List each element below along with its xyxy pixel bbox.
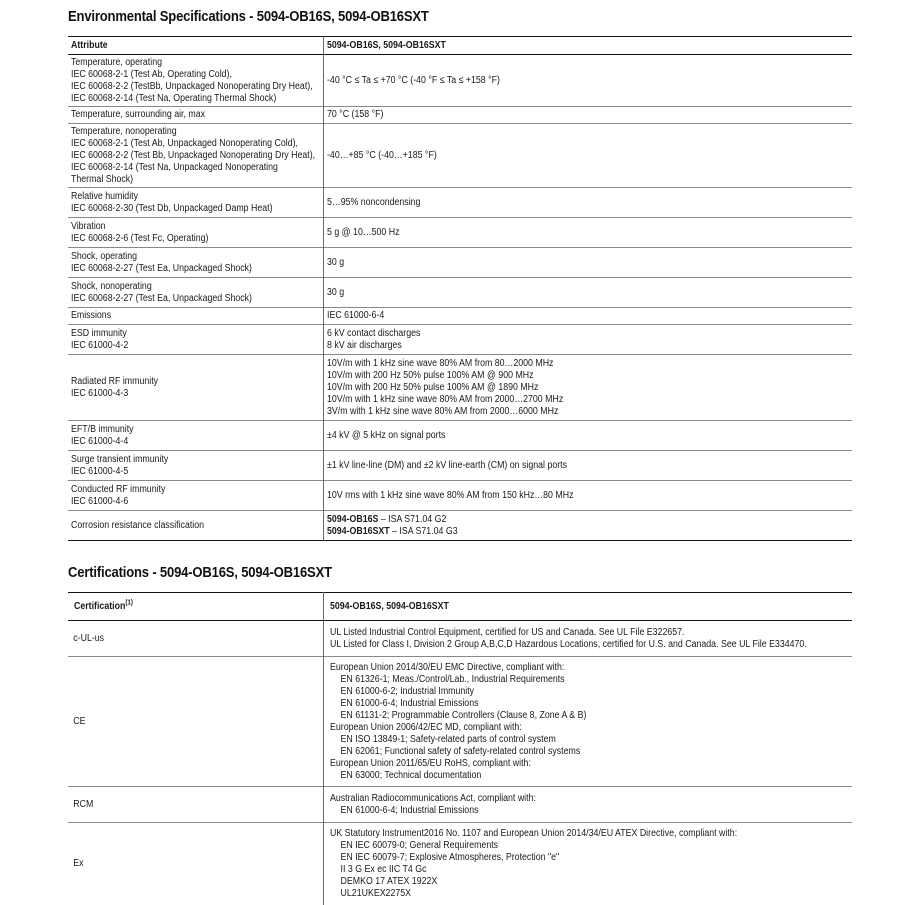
attribute-line: IEC 60068-2-27 (Test Ea, Unpackaged Shock) (71, 262, 252, 274)
classification-text: – ISA S71.04 G3 (389, 525, 458, 537)
value-cell (323, 55, 852, 107)
certification-detail-cell (323, 787, 852, 823)
attribute-cell (68, 325, 323, 355)
attribute-line: Relative humidity (71, 190, 139, 202)
table-row (68, 787, 852, 823)
certification-line: UL Listed for Class I, Division 2 Group A,B,C,D Hazardous Locations, certified for U.S. and Canada. See UL File E334470. (329, 638, 807, 650)
model-name: 5094-OB16S (326, 513, 378, 525)
value-line (327, 526, 787, 538)
attribute-line: IEC 60068-2-2 (Test Bb, Unpackaged Nonoperating Dry Heat), (71, 149, 316, 161)
attribute-line: Conducted RF immunity (71, 483, 166, 495)
value-line: 5 g @ 10…500 Hz (326, 226, 400, 238)
certification-name-cell: c-UL-us (68, 621, 292, 657)
attribute-line: IEC 60068-2-6 (Test Fc, Operating) (71, 232, 209, 244)
table-row (68, 278, 852, 308)
attribute-line: Temperature, operating (71, 56, 162, 68)
attribute-line: IEC 61000-4-4 (71, 435, 129, 447)
attribute-line: IEC 60068-2-2 (TestBb, Unpackaged Nonoperating Dry Heat), (71, 80, 313, 92)
attribute-line: EFT/B immunity (71, 423, 134, 435)
value-cell (323, 248, 852, 278)
certification-line: European Union 2014/30/EU EMC Directive, compliant with: (329, 661, 564, 673)
table-row (68, 218, 852, 248)
table-row (68, 823, 852, 905)
attribute-cell (68, 308, 323, 325)
attribute-line: Surge transient immunity (71, 453, 169, 465)
table-row (68, 188, 852, 218)
table-row (68, 355, 852, 421)
table-row (68, 325, 852, 355)
model-name: 5094-OB16SXT (326, 525, 390, 537)
certification-line: EN ISO 13849-1; Safety-related parts of control system (340, 733, 556, 745)
certification-name-cell: Ex (68, 823, 292, 905)
footnote-marker: (1) (125, 599, 133, 607)
certification-line: II 3 G Ex ec IIC T4 Gc (340, 863, 426, 875)
table-row (68, 421, 852, 451)
certification-line: DEMKO 17 ATEX 1922X (340, 875, 437, 887)
value-cell (323, 218, 852, 248)
attribute-line: Vibration (71, 220, 106, 232)
attribute-cell (68, 55, 323, 107)
table-row (68, 621, 852, 657)
table-row (68, 451, 852, 481)
table-row (68, 511, 852, 541)
attribute-line: IEC 60068-2-1 (Test Ab, Operating Cold), (71, 68, 232, 80)
value-cell (323, 124, 852, 188)
value-line: 30 g (326, 286, 344, 298)
certification-name-cell: RCM (68, 787, 292, 823)
value-line: 5…95% noncondensing (326, 196, 420, 208)
certification-line: EN 61000-6-4; Industrial Emissions (340, 804, 478, 816)
table-row (68, 124, 852, 188)
attribute-cell (68, 451, 323, 481)
attribute-line: Temperature, surrounding air, max (71, 109, 206, 120)
classification-text: – ISA S71.04 G2 (377, 513, 446, 525)
value-cell (323, 481, 852, 511)
certification-line: EN 63000; Technical documentation (340, 769, 481, 781)
value-line: 30 g (326, 256, 344, 268)
attribute-line: IEC 60068-2-14 (Test Na, Operating Thermal Shock) (71, 92, 277, 104)
attribute-cell (68, 124, 323, 188)
table-row (68, 308, 852, 325)
certification-line: EN 61131-2; Programmable Controllers (Clause 8, Zone A & B) (340, 709, 586, 721)
certification-line: EN 61326-1; Meas./Control/Lab., Industrial Requirements (340, 673, 565, 685)
column-header-models: 5094-OB16S, 5094-OB16SXT (323, 37, 852, 55)
attribute-line: IEC 60068-2-30 (Test Db, Unpackaged Damp Heat) (71, 202, 273, 214)
value-cell (323, 355, 852, 421)
certification-line: European Union 2011/65/EU RoHS, compliant with: (329, 757, 531, 769)
certification-line: EN IEC 60079-0; General Requirements (340, 839, 498, 851)
attribute-line: IEC 60068-2-1 (Test Ab, Unpackaged Nonoperating Cold), (71, 137, 298, 149)
value-cell (323, 107, 852, 124)
value-line (327, 514, 787, 526)
attribute-cell (68, 188, 323, 218)
certification-detail-cell (323, 657, 852, 787)
table-row (68, 481, 852, 511)
certification-line: EN 62061; Functional safety of safety-related control systems (340, 745, 580, 757)
certification-line: EN 61000-6-4; Industrial Emissions (340, 697, 478, 709)
certification-line: UL Listed Industrial Control Equipment, certified for US and Canada. See UL File E322657. (329, 626, 684, 638)
attribute-cell (68, 248, 323, 278)
value-cell (323, 325, 852, 355)
column-header-certification: Certification$^{(1)}$ (68, 593, 323, 621)
certification-line: Australian Radiocommunications Act, compliant with: (329, 792, 536, 804)
value-line: -40…+85 °C (-40…+185 °F) (326, 149, 437, 161)
value-line: IEC 61000-6-4 (326, 310, 384, 321)
value-line: 10V/m with 1 kHz sine wave 80% AM from 2000…2700 MHz (326, 393, 563, 405)
table-row (68, 657, 852, 787)
attribute-line: IEC 61000-4-3 (71, 387, 129, 399)
environmental-specifications-heading: Environmental Specifications - 5094-OB16S, 5094-OB16SXT (68, 9, 429, 25)
value-line: ±1 kV line-line (DM) and ±2 kV line-earth (CM) on signal ports (326, 459, 567, 471)
attribute-line: IEC 60068-2-27 (Test Ea, Unpackaged Shock) (71, 292, 252, 304)
attribute-line: Shock, nonoperating (71, 280, 152, 292)
environmental-specifications-table (68, 36, 852, 541)
table-row (68, 107, 852, 124)
table-header-row (68, 37, 852, 55)
certification-name-cell: CE (68, 657, 292, 787)
value-line: ±4 kV @ 5 kHz on signal ports (326, 429, 445, 441)
table-row (68, 55, 852, 107)
attribute-line: Emissions (71, 310, 112, 321)
certification-line: European Union 2006/42/EC MD, compliant with: (329, 721, 522, 733)
attribute-line: ESD immunity (71, 327, 127, 339)
certifications-table (68, 592, 852, 905)
value-cell (323, 451, 852, 481)
attribute-cell (68, 107, 323, 124)
certification-detail-cell (323, 621, 852, 657)
value-cell (323, 308, 852, 325)
attribute-line: Thermal Shock) (71, 173, 134, 185)
value-line: 6 kV contact discharges (326, 327, 420, 339)
value-line: 8 kV air discharges (326, 339, 402, 351)
value-cell (323, 421, 852, 451)
column-header-models: 5094-OB16S, 5094-OB16SXT (323, 593, 852, 621)
certification-line: UL21UKEX2275X (340, 887, 411, 899)
attribute-line: IEC 61000-4-6 (71, 495, 129, 507)
value-cell (323, 188, 852, 218)
value-line: 3V/m with 1 kHz sine wave 80% AM from 2000…6000 MHz (326, 405, 558, 417)
value-line: 70 °C (158 °F) (326, 109, 383, 120)
attribute-cell (68, 421, 323, 451)
certification-line: EN IEC 60079-7; Explosive Atmospheres, Protection "e" (340, 851, 559, 863)
attribute-cell (68, 511, 323, 541)
attribute-cell (68, 355, 323, 421)
table-row (68, 248, 852, 278)
attribute-cell (68, 481, 323, 511)
attribute-cell (68, 278, 323, 308)
column-header-attribute: Attribute (68, 37, 323, 55)
attribute-cell (68, 218, 323, 248)
attribute-line: Temperature, nonoperating (71, 125, 177, 137)
certifications-heading: Certifications - 5094-OB16S, 5094-OB16SXT (68, 565, 332, 581)
attribute-line: Radiated RF immunity (71, 375, 159, 387)
value-line: 10V/m with 200 Hz 50% pulse 100% AM @ 1890 MHz (326, 381, 538, 393)
value-line: -40 °C ≤ Ta ≤ +70 °C (-40 °F ≤ Ta ≤ +158 °F) (326, 74, 500, 86)
attribute-line: Shock, operating (71, 250, 138, 262)
value-cell (323, 278, 852, 308)
attribute-line: IEC 60068-2-14 (Test Na, Unpackaged Nonoperating (71, 161, 278, 173)
value-line: 10V/m with 200 Hz 50% pulse 100% AM @ 900 MHz (326, 369, 534, 381)
certification-line: EN 61000-6-2; Industrial Immunity (340, 685, 474, 697)
table-header-row (68, 593, 852, 621)
value-cell (323, 511, 852, 541)
value-line: 10V rms with 1 kHz sine wave 80% AM from 150 kHz…80 MHz (326, 489, 573, 501)
value-line: 10V/m with 1 kHz sine wave 80% AM from 80…2000 MHz (326, 357, 553, 369)
attribute-line: IEC 61000-4-5 (71, 465, 129, 477)
attribute-line: IEC 61000-4-2 (71, 339, 129, 351)
attribute-line: Corrosion resistance classification (71, 519, 205, 531)
certification-line: UK Statutory Instrument2016 No. 1107 and European Union 2014/34/EU ATEX Directive, compliant with: (329, 827, 737, 839)
certification-detail-cell (323, 823, 852, 905)
